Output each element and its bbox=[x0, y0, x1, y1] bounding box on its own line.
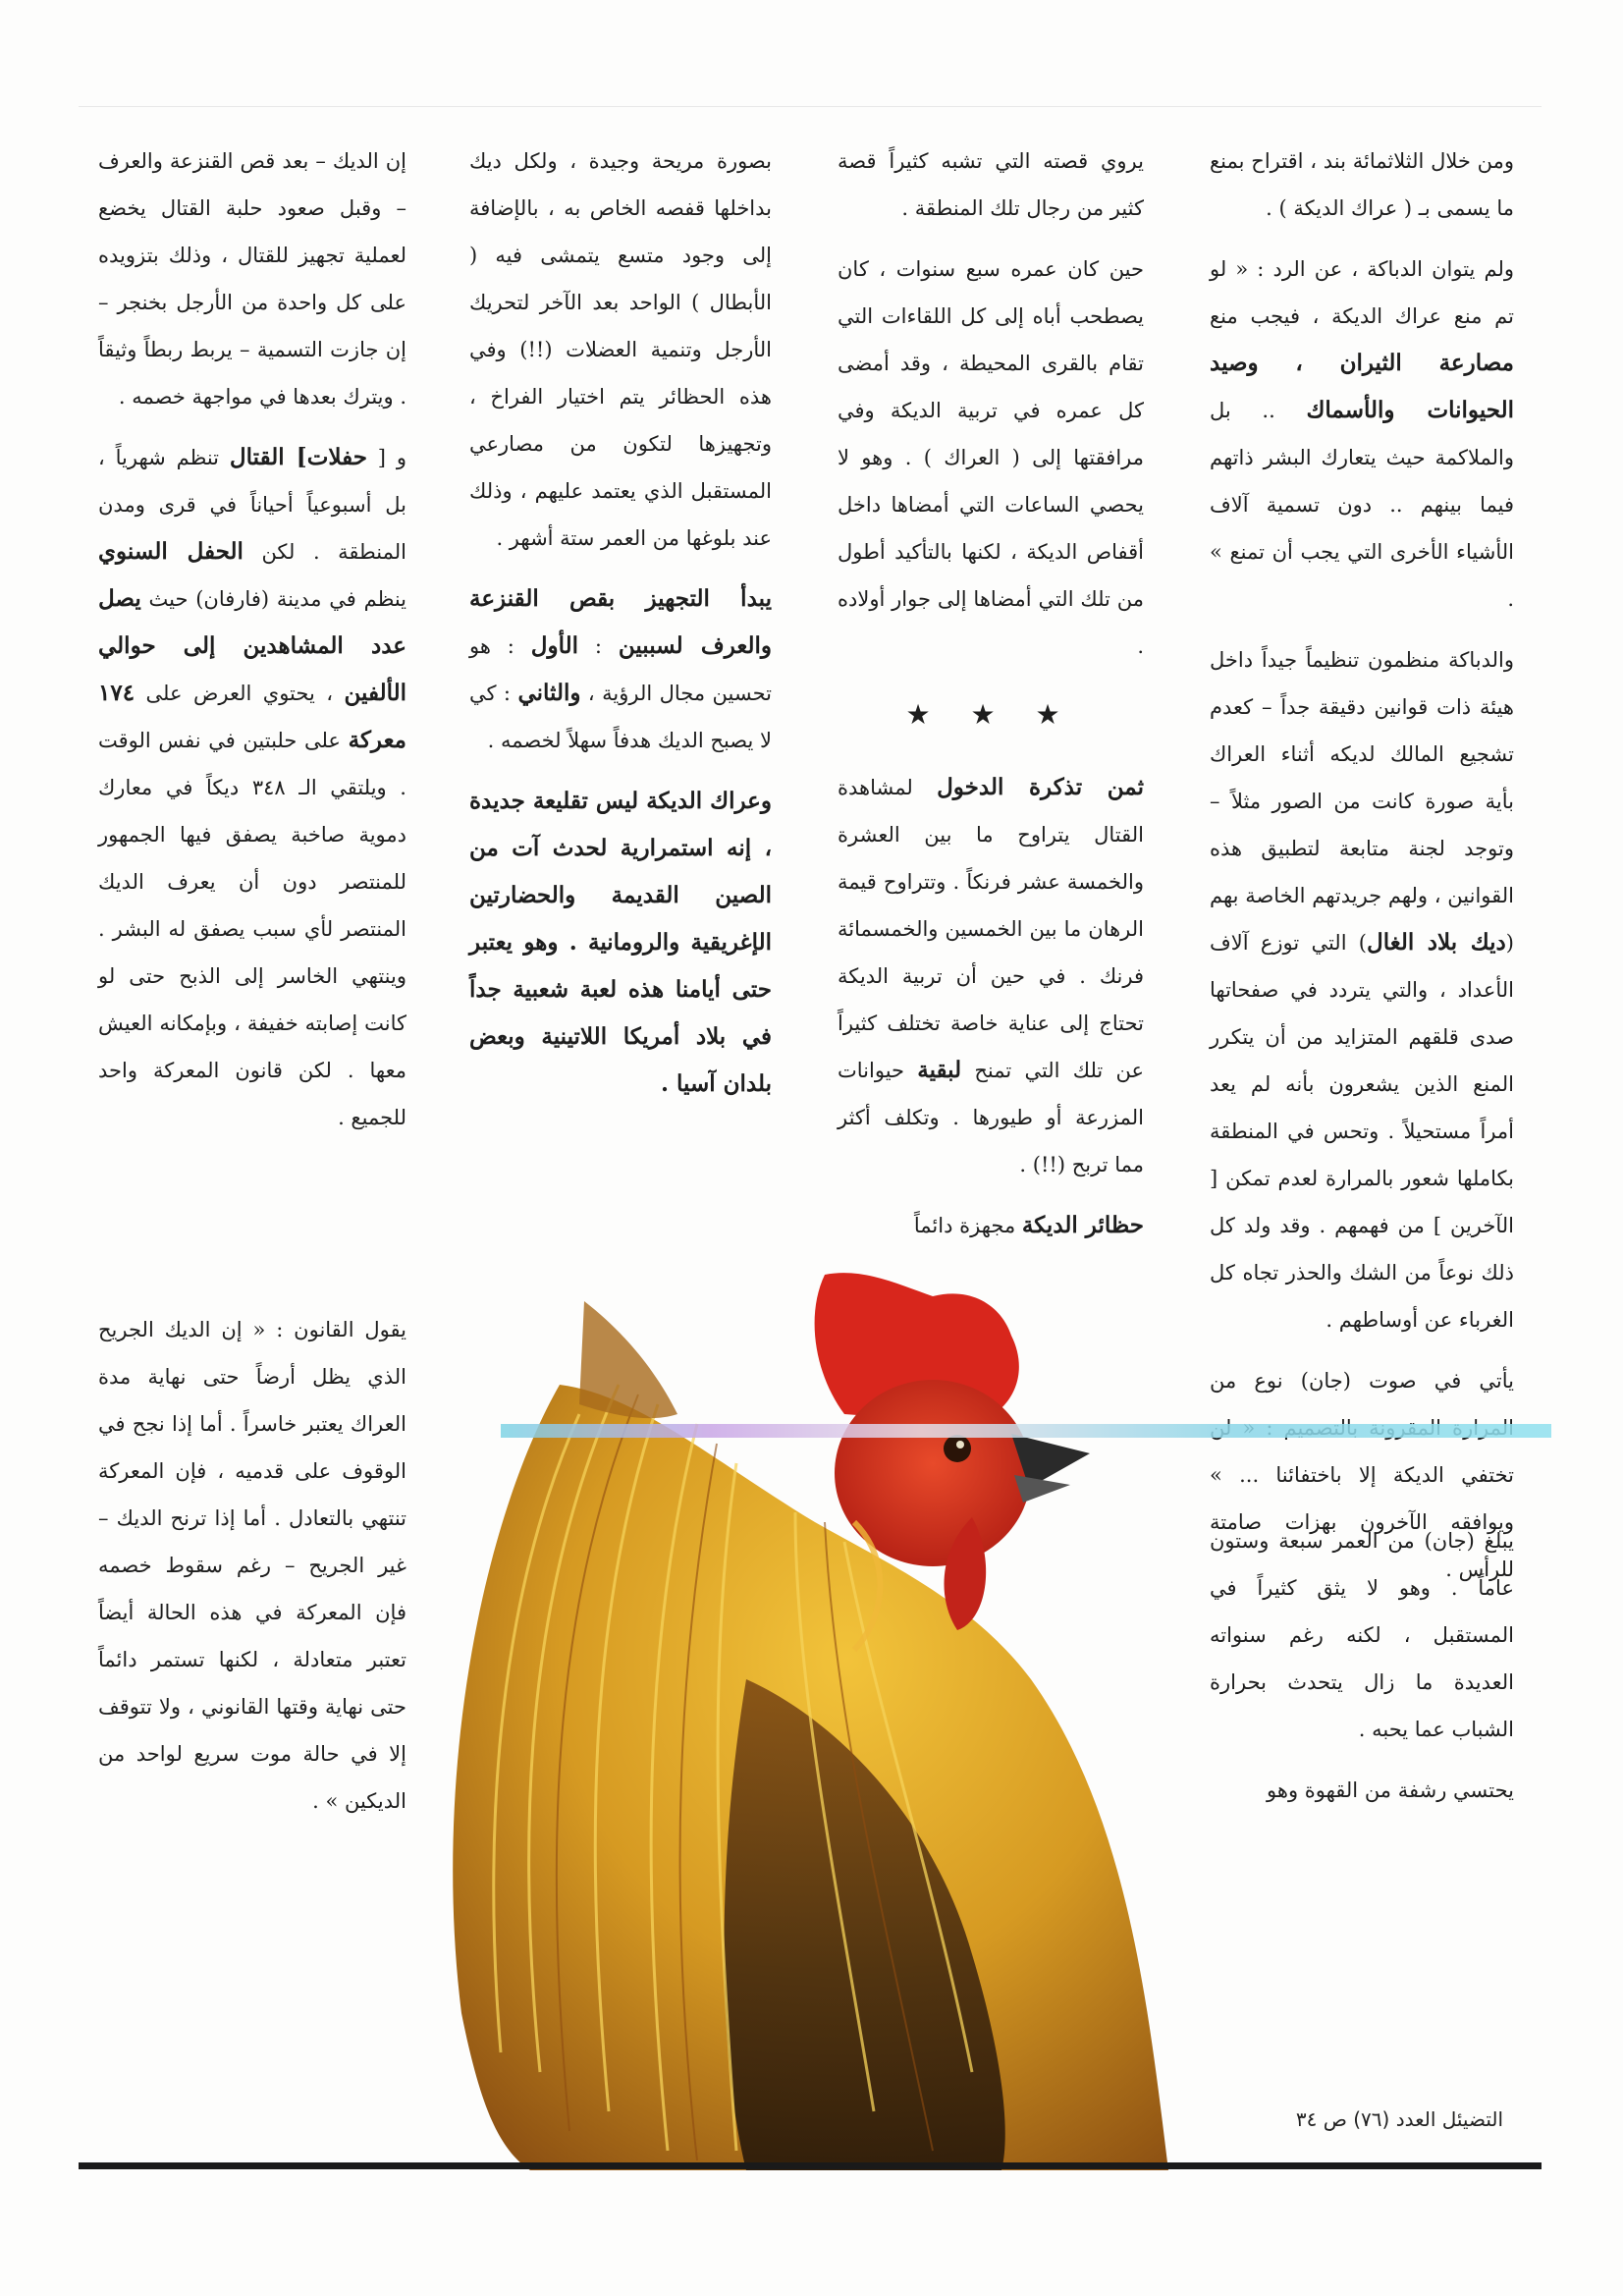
text-run: مجهزة دائماً bbox=[913, 1214, 1022, 1237]
text-run: يقول القانون : « إن الديك الجريح الذي يظل أرضاً حتى نهاية مدة العراك يعتبر خاسراً . أما إذا نجح في الوقوف على قدميه ، فإن المعركة تنتهي بالتعادل . أما إذا ترنح الديك – غير الجريح – رغم سقوط خصمه فإن المعركة في هذه الحالة أيضاً تعتبر متعادلة ، لكنها تستمر دائماً حتى نهاية وقتها القانوني ، ولا تتوقف إلا في حالة موت سريع لواحد من الديكين » . bbox=[98, 1318, 406, 1813]
text-column-left-lower bbox=[98, 1306, 406, 1838]
bold-phrase: مصارعة الثيران ، وصيد الحيوانات والأسماك bbox=[1210, 350, 1514, 423]
bold-phrase: حظائر الديكة bbox=[1021, 1212, 1144, 1238]
article-paragraph bbox=[469, 778, 772, 1108]
bold-phrase: والثاني bbox=[517, 680, 581, 706]
bold-phrase: وعراك الديكة ليس تقليعة جديدة ، إنه استمرارية لحدث آت من الصين القديمة والحضارتين الإغريقية والرومانية . وهو يعتبر حتى أيامنا هذه لعبة شعبية جداً في بلاد أمريكا اللاتينية وبعض بلدان آسيا . bbox=[469, 788, 772, 1097]
bold-phrase: الحفل السنوي bbox=[98, 538, 243, 565]
text-run: ينظم في مدينة (فارفان) حيث bbox=[140, 587, 406, 611]
article-paragraph bbox=[1210, 1767, 1514, 1814]
article-paragraph bbox=[98, 137, 406, 420]
text-run: إن الديك – بعد قص القنزعة والعرف – وقبل صعود حلبة القتال يخضع لعملية تجهيز للقتال ، وذلك بتزويده على كل واحدة من الأرجل بخنجر – إن جازت التسمية – يربط ربطاً وثيقاً . ويترك بعدها في مواجهة خصمه . bbox=[98, 149, 406, 409]
text-run: يروي قصته التي تشبه كثيراً قصة كثير من رجال تلك المنطقة . bbox=[838, 149, 1144, 220]
text-run: تنظم شهرياً ، بل أسبوعياً أحياناً في قرى ومدن المنطقة . لكن bbox=[98, 446, 406, 564]
text-run: ولم يتوان الدباكة ، عن الرد : « لو تم منع عراك الديكة ، فيجب منع bbox=[1210, 257, 1514, 328]
article-paragraph bbox=[838, 246, 1144, 670]
scan-artifact-line bbox=[501, 1424, 1551, 1438]
bold-phrase: يبدأ التجهيز بقص القنزعة والعرف لسببين bbox=[469, 585, 773, 659]
article-paragraph bbox=[1210, 1517, 1514, 1753]
text-column-left bbox=[98, 137, 406, 1155]
text-run: ، يحتوي العرض على bbox=[135, 682, 345, 705]
section-divider-stars: ★ ★ ★ bbox=[905, 698, 1076, 731]
page-footer: التضيئل العدد (٧٦) ص ٣٤ bbox=[1295, 2107, 1503, 2131]
text-column-right bbox=[1210, 137, 1514, 1607]
text-column-center-right bbox=[838, 137, 1144, 1263]
bold-phrase: ثمن تذكرة الدخول bbox=[937, 774, 1144, 800]
bold-phrase: يصل عدد المشاهدين إلى حوالي الألفين bbox=[98, 585, 406, 706]
text-run: ) التي توزع آلاف الأعداد ، والتي يتردد في صفحاتها صدى قلقهم المتزايد من أن يتكرر المنع الذين يشعرون بأنه لم يعد أمراً مستحيلاً . وتحس في المنطقة بكاملها شعور بالمرارة لعدم تمكن [ الآخرين ] من فهمهم . وقد ولد كل ذلك نوعاً من الشك والحذر تجاه كل الغرباء عن أوساطهم . bbox=[1210, 931, 1514, 1332]
text-column-center-left bbox=[469, 137, 772, 1121]
text-run: ومن خلال الثلاثمائة بند ، اقتراح بمنع ما يسمى بـ ( عراك الديكة ) . bbox=[1210, 149, 1514, 220]
text-run: بصورة مريحة وجيدة ، ولكل ديك بداخلها قفصه الخاص به ، بالإضافة إلى وجود متسع يتمشى فيه ( الأبطال ) الواحد بعد الآخر لتحريك الأرجل وتنمية العضلات (!!) وفي هذه الحظائر يتم اختيار الفراخ ، وتجهيزها لتكون من مصارعي المستقبل الذي يعتمد عليهم ، وذلك عند بلوغها من العمر ستة أشهر . bbox=[469, 149, 772, 550]
article-paragraph bbox=[1210, 246, 1514, 623]
article-paragraph bbox=[469, 137, 772, 562]
text-run: و [ bbox=[366, 446, 407, 469]
article-paragraph bbox=[98, 1306, 406, 1825]
text-run: .. بل والملاكمة حيث يتعارك البشر ذاتهم فيما بينهم .. دون تسمية آلاف الأشياء الأخرى التي يجب أن تمنع » . bbox=[1210, 399, 1514, 611]
text-run: على حلبتين في نفس الوقت . ويلتقي الـ ٣٤٨ ديكاً في معارك دموية صاخبة يصفق فيها الجمهور للمنتصر دون أن يعرف الديك المنتصر لأي سبب يصفق له البشر . وينتهي الخاسر إلى الذبح حتى لو كانت إصابته خفيفة ، وبإمكانه العيش معها . لكن قانون المعركة واحد للجميع . bbox=[98, 729, 406, 1129]
article-paragraph bbox=[98, 434, 406, 1141]
bold-phrase: ديك بلاد الغال bbox=[1367, 929, 1506, 956]
article-paragraph bbox=[1210, 137, 1514, 232]
text-column-right-lower bbox=[1210, 1517, 1514, 1828]
rooster-photo bbox=[422, 1267, 1237, 2170]
text-run: حيوانات المزرعة أو طيورها . وتكلف أكثر مما تربح (!!) . bbox=[838, 1059, 1144, 1176]
article-paragraph bbox=[838, 1202, 1144, 1249]
footer-rule bbox=[79, 2162, 1542, 2169]
text-run: يحتسي رشفة من القهوة وهو bbox=[1267, 1778, 1514, 1802]
bold-phrase: الأول bbox=[530, 632, 578, 659]
text-run: : كي لا يصبح الديك هدفاً سهلاً لخصمه . bbox=[469, 682, 772, 752]
bold-phrase: لبقية bbox=[917, 1057, 962, 1083]
article-paragraph bbox=[1210, 636, 1514, 1343]
text-run: والدباكة منظمون تنظيماً جيداً داخل هيئة ذات قوانين دقيقة جداً – كعدم تشجيع المالك لديكه أثناء العراك بأية صورة كانت من الصور مثلاً – وتوجد لجنة متابعة لتطبيق هذه القوانين ، ولهم جريدتهم الخاصة بهم ( bbox=[1210, 648, 1514, 955]
bold-phrase: ١٧٤ معركة bbox=[98, 680, 406, 753]
article-paragraph bbox=[469, 575, 772, 764]
text-run: : bbox=[577, 634, 619, 658]
article-paragraph bbox=[838, 137, 1144, 232]
article-paragraph bbox=[838, 764, 1144, 1188]
text-run: : هو تحسين مجال الرؤية ، bbox=[469, 634, 772, 705]
text-run: حين كان عمره سبع سنوات ، كان يصطحب أباه إلى كل اللقاءات التي تقام بالقرى المحيطة ، وقد أمضى كل عمره في تربية الديكة وفي مرافقتها إلى ( العراك ) . وهو لا يحصي الساعات التي أمضاها داخل أقفاص الديكة ، لكنها بالتأكيد أطول من تلك التي أمضاها إلى جوار أولاده . bbox=[838, 257, 1144, 658]
text-run: يأتي في صوت (جان) نوع من تختفي الديكة إلا باختفائنا ... » ويوافقه الآخرون بهزات صامتة للرأس . bbox=[1210, 1369, 1514, 1581]
text-run: لمشاهدة القتال يتراوح ما بين العشرة والخمسة عشر فرنكاً . وتتراوح قيمة الرهان ما بين الخمسين والخمسمائة فرنك . في حين أن تربية الديكة تحتاج إلى عناية خاصة تختلف كثيراً عن تلك التي تمنح bbox=[838, 776, 1144, 1082]
text-run: يبلغ (جان) من العمر سبعة وستون عاماً . وهو لا يثق كثيراً في المستقبل ، لكنه رغم سنواته العديدة ما زال يتحدث بحرارة الشباب عما يحبه . bbox=[1210, 1529, 1514, 1741]
bold-phrase: حفلات] القتال bbox=[229, 444, 367, 470]
top-rule bbox=[79, 106, 1542, 107]
